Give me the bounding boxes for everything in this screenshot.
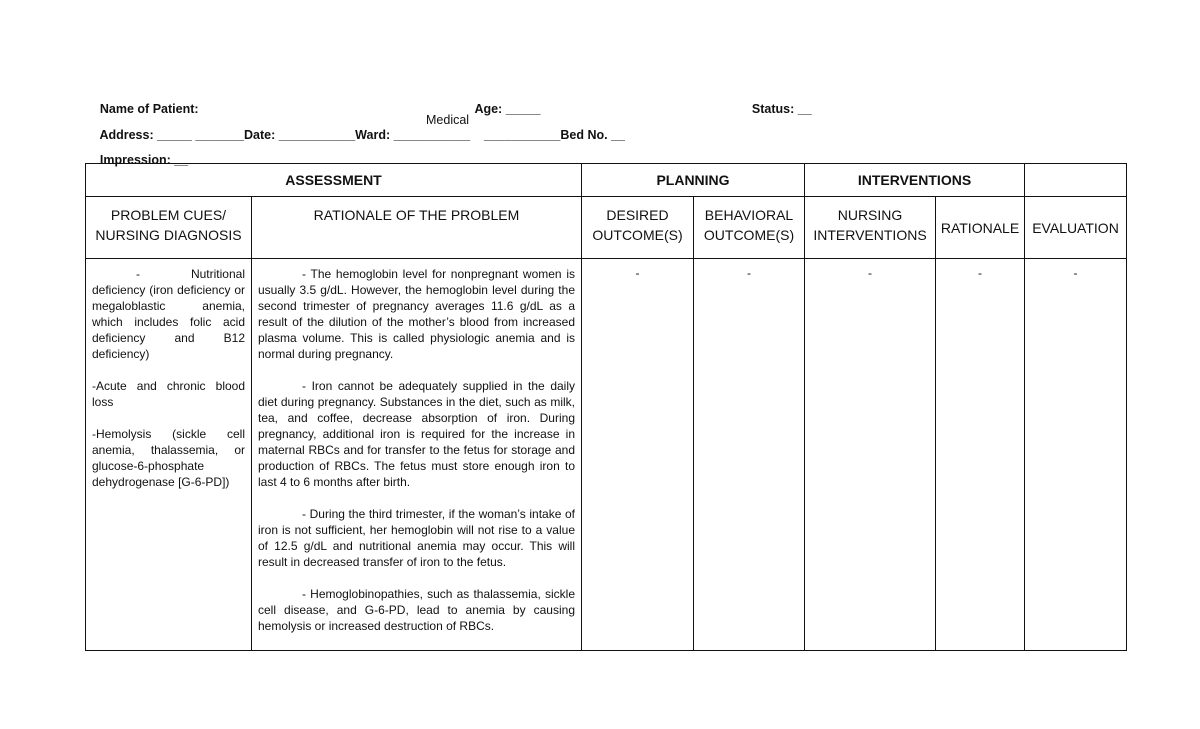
desired-outcome-header-line2: OUTCOME(S) [592,227,683,243]
planning-header: PLANNING [582,164,805,197]
patient-name-label: Name of Patient: [99,102,199,116]
problem-cues-header [86,197,252,259]
nursing-interventions-header-line2: INTERVENTIONS [813,227,927,243]
assessment-header: ASSESSMENT [86,164,582,197]
care-plan-body-row [86,259,1127,651]
behavioral-outcome-header [694,197,805,259]
problem-cues-header-line1: PROBLEM CUES/ [110,207,227,223]
rationale-cell: - [936,259,1025,651]
status-field [738,88,812,130]
rationale-paragraph: - During the third trimester, if the woman’s intake of iron is not sufficient, her hemoglobin will not rise to a value of 12.5 g/dL and nutritional anemia may occur. This will result in decreased transfer of iron to the fetus. [258,507,575,569]
ward-value: Medical [426,113,470,127]
problem-cues-header-line2: NURSING DIAGNOSIS [95,227,242,243]
problem-cue-item: - Nutritional deficiency (iron deficiency or megaloblastic anemia, which includes folic acid deficiency and B12 deficiency) [92,267,245,361]
desired-outcome-header-line1: DESIRED [606,207,669,223]
nursing-interventions-cell: - [805,259,936,651]
rationale-paragraph: - The hemoglobin level for nonpregnant women is usually 3.5 g/dL. However, the hemoglobin level during the second trimester of pregnancy averages 11.6 g/dL as a result of the dilution of the mother’s blood from increased plasma volume. This is called physiologic anemia and is normal during pregnancy. [258,267,575,361]
rationale-problem-cell [252,259,582,651]
interventions-header: INTERVENTIONS [805,164,1025,197]
age-label: Age: _____ [474,102,541,116]
desired-outcome-cell: - [582,259,694,651]
rationale-paragraph: - Hemoglobinopathies, such as thalassemia, sickle cell disease, and G-6-PD, lead to anemia by causing hemolysis or increased destruction of RBCs. [258,587,575,633]
evaluation-header: EVALUATION [1025,197,1127,259]
address-date-ward-label: Address: _____ _______Date: ___________Ward: ___________ [99,128,471,142]
bed-label: ___________Bed No. __ [483,128,625,142]
nursing-interventions-header [805,197,936,259]
rationale-problem-header-text: RATIONALE OF THE PROBLEM [313,207,520,223]
care-plan-table [85,163,1127,651]
nursing-interventions-header-line1: NURSING [837,207,903,223]
blank-section-header [1025,164,1127,197]
evaluation-cell: - [1025,259,1127,651]
status-label: Status: __ [751,102,812,116]
problem-cue-item: -Hemolysis (sickle cell anemia, thalassemia, or glucose-6-phosphate dehydrogenase [G-6-PD]) [92,427,245,489]
rationale-problem-header [252,197,582,259]
rationale-header: RATIONALE [936,197,1025,259]
behavioral-outcome-header-line1: BEHAVIORAL [704,207,794,223]
desired-outcome-header [582,197,694,259]
section-header-row [86,164,1127,197]
problem-cues-cell [86,259,252,651]
bed-field [470,114,625,156]
behavioral-outcome-header-line2: OUTCOME(S) [703,227,795,243]
column-header-row [86,197,1127,259]
impression-label: Impression: __ [99,153,189,167]
problem-cue-item: -Acute and chronic blood loss [92,379,245,409]
behavioral-outcome-cell: - [694,259,805,651]
rationale-paragraph: - Iron cannot be adequately supplied in the daily diet during pregnancy. Substances in the diet, such as milk, tea, and coffee, decrease absorption of iron. During pregnancy, additional iron is required for the increase in maternal RBCs and for transfer to the fetus for storage and production of RBCs. The fetus must store enough iron to last 4 to 6 months after birth. [258,379,575,489]
